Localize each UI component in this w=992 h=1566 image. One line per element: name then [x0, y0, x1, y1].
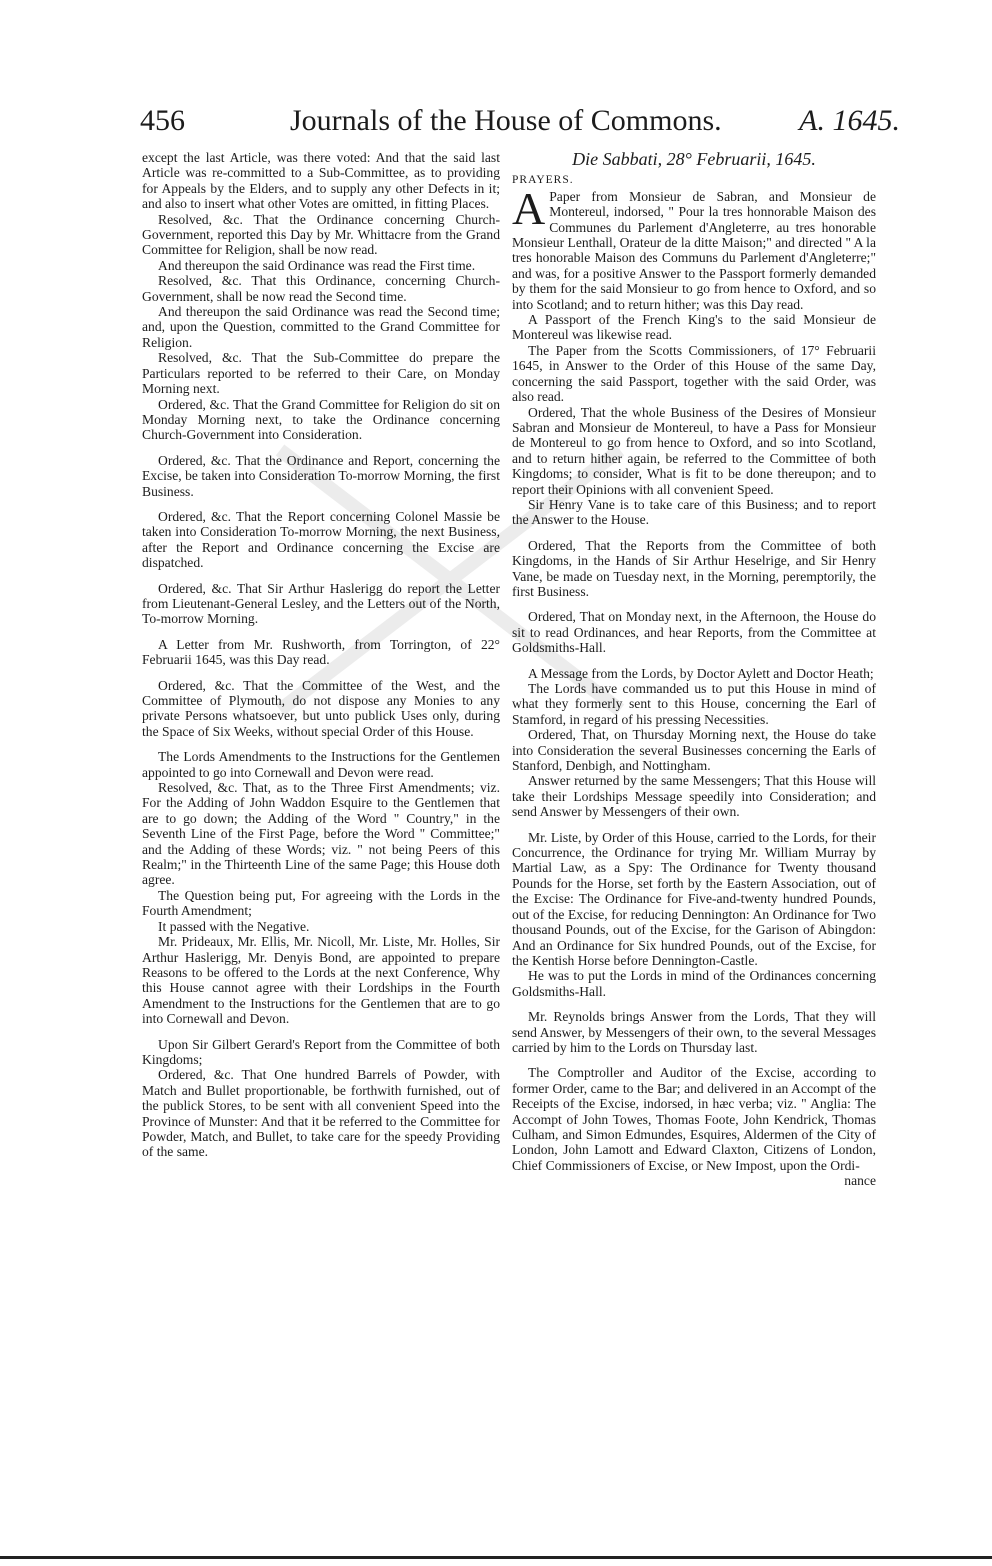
page-title: Journals of the House of Commons.	[290, 104, 722, 137]
date-heading: Die Sabbati, 28° Februarii, 1645.	[572, 149, 816, 169]
paragraph: Sir Henry Vane is to take care of this Business; and to report the Answer to the House.	[512, 496, 876, 528]
first-paragraph	[512, 182, 876, 312]
paragraph: Resolved, &c. That the Sub-Committee do prepare the Particulars reported to be referred to their Care, on Monday Morning next.	[142, 350, 500, 397]
paragraph: Resolved, &c. That the Ordinance concerning Church-Government, reported this Day by Mr. Whittacre from the Grand Committee for Religion, shall be now read.	[142, 211, 500, 258]
paragraph: Ordered, &c. That the Ordinance and Report, concerning the Excise, be taken into Consideration To-morrow Morning, the first Business.	[142, 452, 500, 499]
left-column	[142, 150, 500, 1160]
right-paragraphs	[512, 312, 876, 1173]
first-paragraph-text: Paper from Monsieur de Sabran, and Monsieur de Montereul, indorsed, " Pour la tres honnorable Maison des Communes du Parlement d'Angleterre, au tres honorable Monsieur Lenthall, Orateur de la ditte Maison;" and directed " A la tres honorable Maison des Communs du Parlement d'Angleterre;" and was, for a positive Answer to the Passport formerly demanded by them for the said Monsieur to go from hence to Oxford, and so into Scotland; and to return hither; was this Day read.	[512, 188, 876, 312]
paragraph: It passed with the Negative.	[158, 918, 310, 934]
paragraph: Ordered, That on Monday next, in the Afternoon, the House do sit to read Ordinances, and hear Reports, from the Committee at Goldsmiths-Hall.	[512, 609, 876, 656]
drop-cap: A	[512, 182, 546, 234]
paragraph: Mr. Reynolds brings Answer from the Lords, That they will send Answer, by Messengers of their own, to the several Messages carried by him to the Lords on Thursday last.	[512, 1009, 876, 1055]
page-header	[140, 100, 900, 148]
page-number: 456	[140, 104, 185, 137]
paragraph: The Lords have commanded us to put this House in mind of what they formerly sent to this House, concerning the Earl of Stamford, in regard of his pressing Necessities.	[512, 681, 876, 727]
paragraph: And thereupon the said Ordinance was read the Second time; and, upon the Question, committed to the Grand Committee for Religion.	[142, 304, 500, 350]
paragraph: except the last Article, was there voted: And that the said last Article was re-committed to a Sub-Committee, as to providing for Appeals by the Elders, and to supply any other Defects in it; and also to insert what other Votes are omitted, in fitting Places.	[142, 150, 500, 212]
paragraph: Ordered, &c. That the Committee of the West, and the Committee of Plymouth, do not dispose any Monies to any private Persons whatsoever, but unto publick Uses only, during the Space of Six Weeks, without special Order of this House.	[142, 677, 500, 739]
paragraph: A Message from the Lords, by Doctor Aylett and Doctor Heath;	[528, 665, 874, 681]
paragraph: The Comptroller and Auditor of the Excise, according to former Order, came to the Bar; and delivered in an Accompt of the Receipts of the Excise, indorsed, in hæc verba; viz. " Anglia: The Accompt of John Towes, Thomas Foote, John Kendrick, Thomas Culham, and Simon Edmundes, Esquires, Aldermen of the City of London, John Lamott and Edward Claxton, Citizens of London, Chief Commissioners of Excise, or New Impost, upon the Ordi-	[512, 1065, 876, 1173]
paragraph: Ordered, That the whole Business of the Desires of Monsieur Sabran and Monsieur de Montereul, to have a Pass for Monsieur de Montereul to go from hence to Oxford, and so into Scotland, and to return hither again, be referred to the Committee of both Kingdoms; to consider, What is fit to be done thereupon; and to report their Opinions with all convenient Speed.	[512, 404, 876, 497]
prayers-label: PRAYERS.	[512, 174, 574, 187]
paragraph: He was to put the Lords in mind of the Ordinances concerning Goldsmiths-Hall.	[512, 968, 876, 999]
paragraph: Upon Sir Gilbert Gerard's Report from the Committee of both Kingdoms;	[142, 1036, 500, 1067]
paragraph: Mr. Liste, by Order of this House, carried to the Lords, for their Concurrence, the Ordinance for trying Mr. William Murray by Martial Law, as a Spy: The Ordinance for Twenty thousand Pounds for the Horse, set forth by the Eastern Association, out of the Excise: The Ordinance for Five-and-twenty hundred Pounds, out of the Excise, for reducing Dennington: An Ordinance for Two thousand Pounds, out of the Excise, for the Garison of Abingdon: And an Ordinance for Six hundred Pounds, out of the Excise, for the Kentish Horse before Dennington-Castle.	[512, 829, 876, 968]
paragraph: A Letter from Mr. Rushworth, from Torrington, of 22° Februarii 1645, was this Day read.	[142, 636, 500, 668]
paragraph: A Passport of the French King's to the said Monsieur de Montereul was likewise read.	[512, 312, 876, 343]
paragraph: The Lords Amendments to the Instructions for the Gentlemen appointed to go into Cornewall and Devon were read.	[142, 749, 500, 780]
paragraph: And thereupon the said Ordinance was read the First time.	[158, 257, 476, 273]
paragraph: Resolved, &c. That this Ordinance, concerning Church-Government, shall be now read the Second time.	[142, 273, 500, 304]
paragraph: Ordered, &c. That Sir Arthur Haslerigg do report the Letter from Lieutenant-General Lesley, and the Letters out of the North, To-morrow Morning.	[142, 580, 500, 627]
catchword: nance	[844, 1173, 876, 1189]
paragraph: Ordered, That the Reports from the Committee of both Kingdoms, in the Hands of Sir Arthur Heselrige, and Sir Henry Vane, be made on Tuesday next, in the Morning, peremptorily, the first Business.	[512, 537, 876, 599]
bottom-rule	[0, 1556, 992, 1559]
paragraph: The Paper from the Scotts Commissioners, of 17° Februarii 1645, in Answer to the Order of this House of the same Day, concerning the said Passport, together with the said Order, was also read.	[512, 342, 876, 405]
page-year: A. 1645.	[799, 104, 900, 137]
paragraph: Ordered, &c. That One hundred Barrels of Powder, with Match and Bullet proportionable, be forthwith furnished, out of the publick Stores, to be sent with all convenient Speed into the Province of Munster: And that it be referred to the Committee for Powder, Match, and Bullet, to take care for the speedy Providing of the same.	[142, 1067, 500, 1160]
right-column	[512, 150, 876, 1189]
paragraph: Answer returned by the same Messengers; That this House will take their Lordships Message speedily into Consideration; and send Answer by Messengers of their own.	[512, 773, 876, 820]
paragraph: Ordered, &c. That the Report concerning Colonel Massie be taken into Consideration To-morrow Morning, the next Business, after the Report and Ordinance concerning the Excise are dispatched.	[142, 508, 500, 571]
paragraph: The Question being put, For agreeing with the Lords in the Fourth Amendment;	[142, 887, 500, 919]
paragraph: Ordered, That, on Thursday Morning next, the House do take into Consideration the several Businesses concerning the Earls of Stanford, Denbigh, and Nottingham.	[512, 727, 876, 774]
paragraph: Mr. Prideaux, Mr. Ellis, Mr. Nicoll, Mr. Liste, Mr. Holles, Sir Arthur Haslerigg, Mr. Denyis Bond, are appointed to prepare Reasons to be offered to the Lords at the next Conference, Why this House cannot agree with their Lordships in the Fourth Amendment to the Instructions for the Gentlemen that are to go into Cornewall and Devon.	[142, 934, 500, 1027]
paragraph: Ordered, &c. That the Grand Committee for Religion do sit on Monday Morning next, to take the Ordinance concerning Church-Government into Consideration.	[142, 396, 500, 443]
paragraph: Resolved, &c. That, as to the Three First Amendments; viz. For the Adding of John Waddon Esquire to the Gentlemen that are to go down; the Adding of the Word " Country," in the Seventh Line of the First Page, before the Word " Committee;" and the Adding of these Words; viz. " not being Peers of this Realm;" in the Thirteenth Line of the same Page; this House doth agree.	[142, 780, 500, 888]
